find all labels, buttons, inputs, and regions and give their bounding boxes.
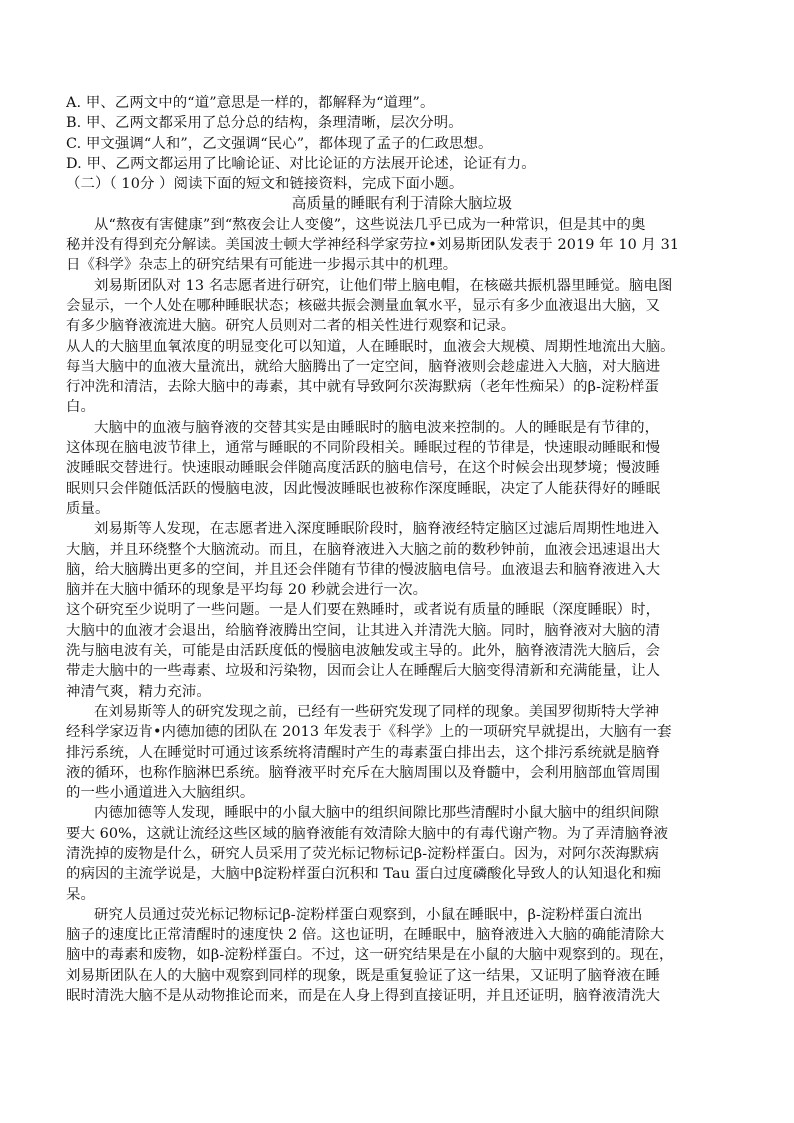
paragraph [66,905,738,1006]
paragraph-line: 要大 60%，这就让流经这些区域的脑脊液能有效清除大脑中的有毒代谢产物。为了弄清脑脊液 [66,825,669,842]
paragraph-line: 脑子的速度比正常清醒时的速度快 2 倍。这也证明，在睡眠中，脑脊液进入大脑的确能清除大 [66,927,665,944]
paragraph-line: 刘易斯团队在人的大脑中观察到同样的现象，既是重复验证了这一结果，又证明了脑脊液在睡 [66,967,661,984]
paragraph-line: 清洗掉的废物是什么，研究人员采用了荧光标记物标记β-淀粉样蛋白。因为，对阿尔茨海默病 [66,845,660,862]
paragraph-line: 呆。 [66,886,95,903]
section-heading: （二）（ 10分 ）阅读下面的短文和链接资料，完成下面小题。 [66,176,464,193]
paragraph-line: 液的循环，也称作脑淋巴系统。脑脊液平时充斥在大脑周围以及脊髓中，会利用脑部血管周围 [66,764,661,781]
paragraph [66,519,738,600]
paragraph [66,418,738,519]
paragraph-line: 大脑中的血液与脑脊液的交替其实是由睡眠时的脑电波来控制的。人的睡眠是有节律的， [94,419,660,436]
paragraph-line: 研究人员通过荧光标记物标记β-淀粉样蛋白观察到，小鼠在睡眠中，β-淀粉样蛋白流出 [94,906,643,923]
paragraph-line: 从人的大脑里血氧浓度的明显变化可以知道，人在睡眠时，血液会大规模、周期性地流出大脑。 [66,338,675,355]
paragraph-line: 有多少脑脊液流进大脑。研究人员则对二者的相关性进行观察和记录。 [66,318,516,335]
paragraph-line: 质量。 [66,500,110,517]
option-b: B. 甲、乙两文都采用了总分总的结构，条理清晰，层次分明。 [66,115,463,132]
paragraph-line: 眠时清洗大脑不是从动物推论而来，而是在人身上得到直接证明，并且还证明，脑脊液清洗大 [66,988,661,1005]
paragraph-line: 刘易斯等人发现，在志愿者进入深度睡眠阶段时，脑脊液经特定脑区过滤后周期性地进入 [94,521,660,538]
option-d: D. 甲、乙两文都运用了比喻论证、对比论证的方法展开论述，论证有力。 [66,155,536,172]
paragraph-line: 每当大脑中的血液大量流出，就给大脑腾出了一定空间，脑脊液则会趁虚进入大脑，对大脑进 [66,358,661,375]
paragraph-line: 大脑中的血液才会退出，给脑脊液腾出空间，让其进入并清洗大脑。同时，脑脊液对大脑的清 [66,622,661,639]
paragraph-line: 从“熬夜有害健康”到“熬夜会让人变傻”，这些说法几乎已成为一种常识，但是其中的奥 [94,216,646,233]
paragraph [66,215,738,276]
paragraph-line: 带走大脑中的一些毒素、垃圾和污染物，因而会让人在睡醒后大脑变得清新和充满能量，让人 [66,663,661,680]
paragraph [66,803,738,904]
document-page [66,93,738,1006]
paragraph [66,337,738,418]
paragraph-line: 经科学家迈肯•内德加德的团队在 2013 年发表于《科学》上的一项研究早就提出，大脑有一套 [66,724,672,741]
paragraph-line: 刘易斯团队对 13 名志愿者进行研究，让他们带上脑电帽，在核磁共振机器里睡觉。脑电图 [94,277,673,294]
paragraph-line: 日《科学》杂志上的研究结果有可能进一步揭示其中的机理。 [66,257,458,274]
paragraph-line: 的病因的主流学说是，大脑中β淀粉样蛋白沉积和 Tau 蛋白过度磷酸化导致人的认知退化和痴 [66,866,662,883]
answer-options [66,93,738,174]
article-title: 高质量的睡眠有利于清除大脑垃圾 [291,195,513,213]
paragraph-line: 行冲洗和清洁，去除大脑中的毒素，其中就有导致阿尔茨海默病（老年性痴呆）的β-淀粉样蛋 [66,379,660,396]
paragraph-line: 内德加德等人发现，睡眠中的小鼠大脑中的组织间隙比那些清醒时小鼠大脑中的组织间隙 [94,805,660,822]
paragraph-line: 脑并在大脑中循环的现象是平均每 20 秒就会进行一次。 [66,582,428,599]
paragraph-line: 会显示，一个人处在哪种睡眠状态；核磁共振会测量血氧水平，显示有多少血液退出大脑，又 [66,297,661,314]
article-body [66,215,738,1007]
paragraph-line: 脑中的毒素和废物，如β-淀粉样蛋白。不过，这一研究结果是在小鼠的大脑中观察到的。现在， [66,947,674,964]
paragraph-line: 洗与脑电波有关，可能是由活跃度低的慢脑电波触发或主导的。此外，脑脊液清洗大脑后，会 [66,643,661,660]
paragraph-line: 这个研究至少说明了一些问题。一是人们要在熟睡时，或者说有质量的睡眠（深度睡眠）时， [66,602,661,619]
paragraph-line: 的一些小通道进入大脑组织。 [66,785,255,802]
paragraph [66,702,738,803]
paragraph-line: 脑，给大脑腾出更多的空间，并且还会伴随有节律的慢波脑电信号。血液退去和脑脊液进入大 [66,561,661,578]
paragraph-line: 在刘易斯等人的研究发现之前，已经有一些研究发现了同样的现象。美国罗彻斯特大学神 [94,703,660,720]
paragraph-line: 眠则只会伴随低活跃的慢脑电波，因此慢波睡眠也被称作深度睡眠，决定了人能获得好的睡眠 [66,480,661,497]
paragraph-line: 神清气爽，精力充沛。 [66,683,211,700]
paragraph [66,600,738,701]
option-c: C. 甲文强调“人和”，乙文强调“民心”，都体现了孟子的仁政思想。 [66,135,493,152]
paragraph-line: 白。 [66,399,95,416]
paragraph-line: 大脑，并且环绕整个大脑流动。而且，在脑脊液进入大脑之前的数秒钟前，血液会迅速退出大 [66,541,661,558]
paragraph-line: 秘并没有得到充分解读。美国波士顿大学神经科学家劳拉•刘易斯团队发表于 2019 年 10 月 31 [66,237,680,254]
paragraph [66,276,738,337]
paragraph-line: 排污系统，人在睡觉时可通过该系统将清醒时产生的毒素蛋白排出去，这个排污系统就是脑脊 [66,744,661,761]
paragraph-line: 这体现在脑电波节律上，通常与睡眠的不同阶段相关。睡眠过程的节律是，快速眼动睡眠和慢 [66,440,661,457]
paragraph-line: 波睡眠交替进行。快速眼动睡眠会伴随高度活跃的脑电信号，在这个时候会出现梦境；慢波睡 [66,460,661,477]
option-a: A. 甲、乙两文中的“道”意思是一样的，都解释为“道理”。 [66,95,435,111]
